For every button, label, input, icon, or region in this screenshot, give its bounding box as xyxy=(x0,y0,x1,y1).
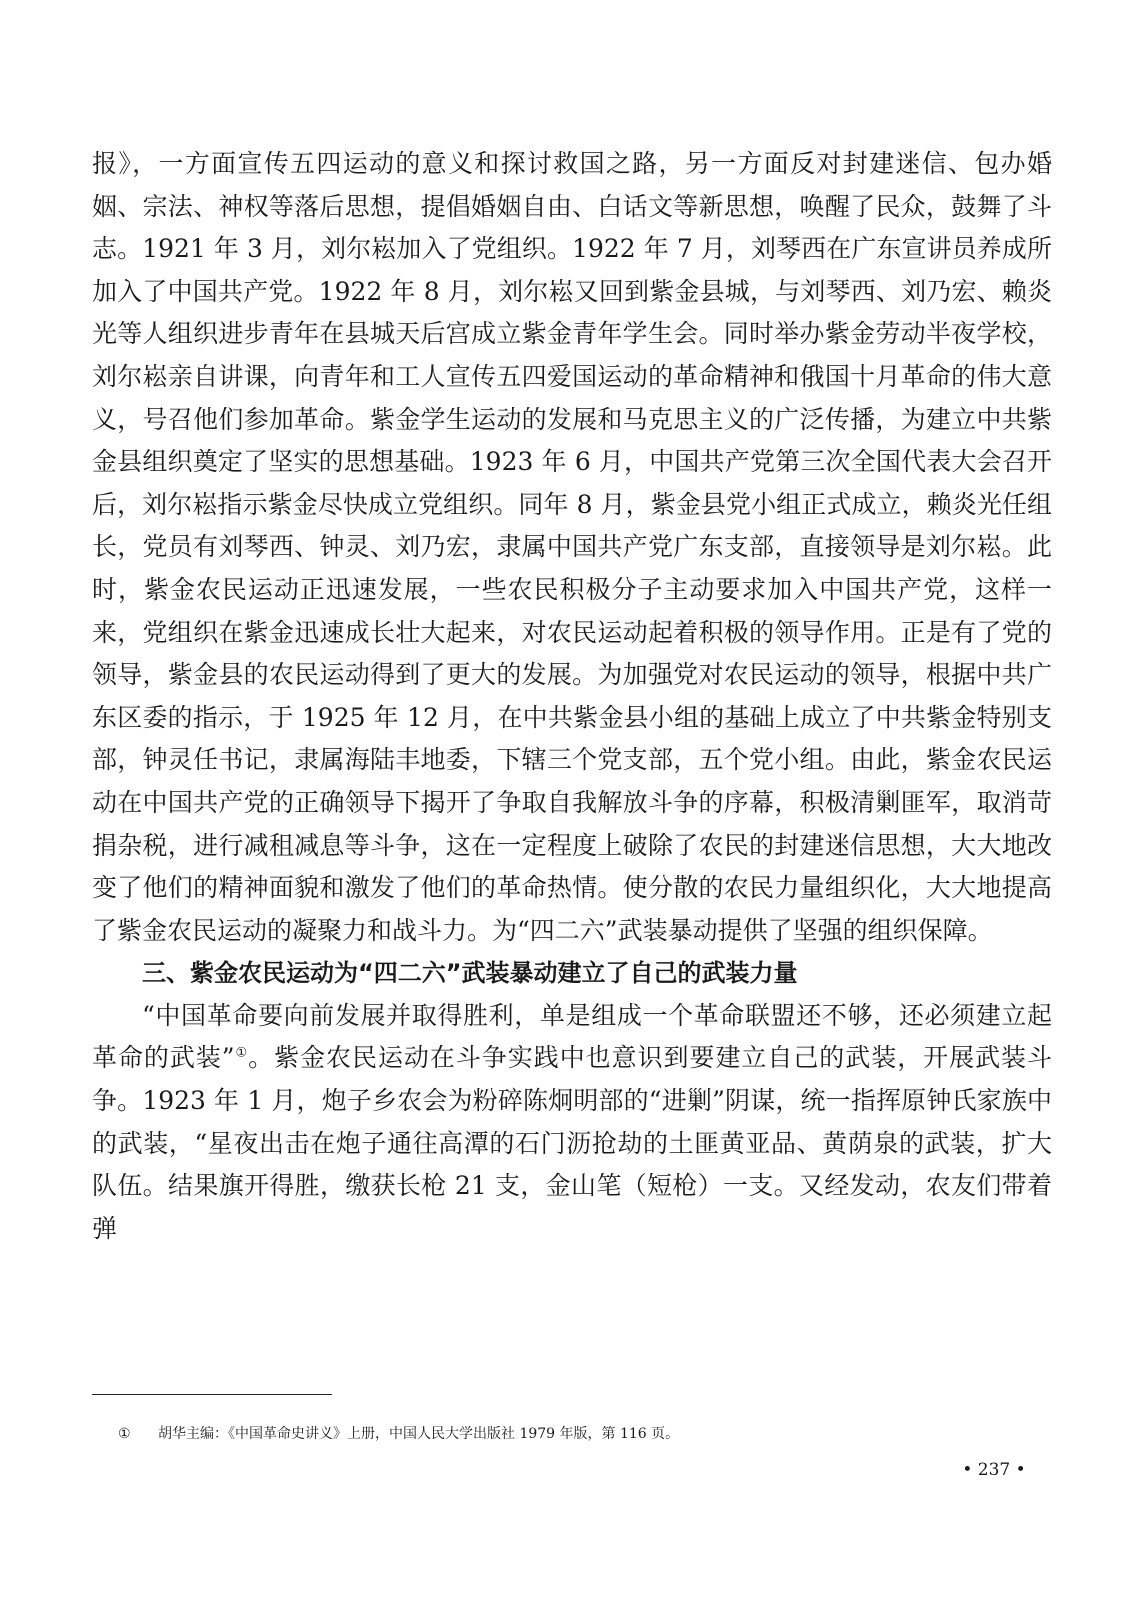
paragraph-text-quote: “中国革命要向前发展并取得胜利，单是组成一个革命联盟还不够，还必须建立起革命的武装” xyxy=(92,1000,1052,1073)
paragraph-continued: 报》，一方面宣传五四运动的意义和探讨救国之路，另一方面反对封建迷信、包办婚姻、宗法、神权等落后思想，提倡婚姻自由、白话文等新思想，唤醒了民众，鼓舞了斗志。1921 年 3 月，刘尔崧加入了党组织。1922 年 7 月，刘琴西在广东宣讲员养成所加入了中国共产党。1922 年 8 月，刘尔崧又回到紫金县城，与刘琴西、刘乃宏、赖炎光等人组织进步青年在县城天后宫成立紫金青年学生会。同时举办紫金劳动半夜学校，刘尔崧亲自讲课，向青年和工人宣传五四爱国运动的革命精神和俄国十月革命的伟大意义，号召他们参加革命。紫金学生运动的发展和马克思主义的广泛传播，为建立中共紫金县组织奠定了坚实的思想基础。1923 年 6 月，中国共产党第三次全国代表大会召开后，刘尔崧指示紫金尽快成立党组织。同年 8 月，紫金县党小组正式成立，赖炎光任组长，党员有刘琴西、钟灵、刘乃宏，隶属中国共产党广东支部，直接领导是刘尔崧。此时，紫金农民运动正迅速发展，一些农民积极分子主动要求加入中国共产党，这样一来，党组织在紫金迅速成长壮大起来，对农民运动起着积极的领导作用。正是有了党的领导，紫金县的农民运动得到了更大的发展。为加强党对农民运动的领导，根据中共广东区委的指示，于 1925 年 12 月，在中共紫金县小组的基础上成立了中共紫金特别支部，钟灵任书记，隶属海陆丰地委，下辖三个党支部，五个党小组。由此，紫金农民运动在中国共产党的正确领导下揭开了争取自我解放斗争的序幕，积极清剿匪军，取消苛捐杂税，进行减租减息等斗争，这在一定程度上破除了农民的封建迷信思想，大大地改变了他们的精神面貌和激发了他们的革命热情。使分散的农民力量组织化，大大地提高了紫金农民运动的凝聚力和战斗力。为“四二六”武装暴动提供了坚强的组织保障。 xyxy=(92,149,1052,945)
main-text xyxy=(92,143,1052,1250)
footnote xyxy=(118,1424,1018,1444)
footnote-text: 胡华主编：《中国革命史讲义》上册，中国人民大学出版社 1979 年版，第 116 页。 xyxy=(158,1426,680,1442)
paragraph xyxy=(92,995,1052,1251)
footnote-divider xyxy=(92,1394,332,1395)
paragraph-text-rest: 。紫金农民运动在斗争实践中也意识到要建立自己的武装，开展武装斗争。1923 年 1 月，炮子乡农会为粉碎陈炯明部的“进剿”阴谋，统一指挥原钟氏家族中的武装，“星夜出击在炮子通往高潭的石门沥抢劫的土匪黄亚品、黄荫泉的武装，扩大队伍。结果旗开得胜，缴获长枪 21 支，金山笔（短枪）一支。又经发动，农友们带着弹 xyxy=(92,1043,1052,1243)
page-number: • 237 • xyxy=(962,1460,1026,1480)
footnote-reference[interactable]: ① xyxy=(234,1046,249,1062)
section-heading: 三、紫金农民运动为“四二六”武装暴动建立了自己的武装力量 xyxy=(142,959,798,988)
footnote-mark: ① xyxy=(118,1426,131,1442)
